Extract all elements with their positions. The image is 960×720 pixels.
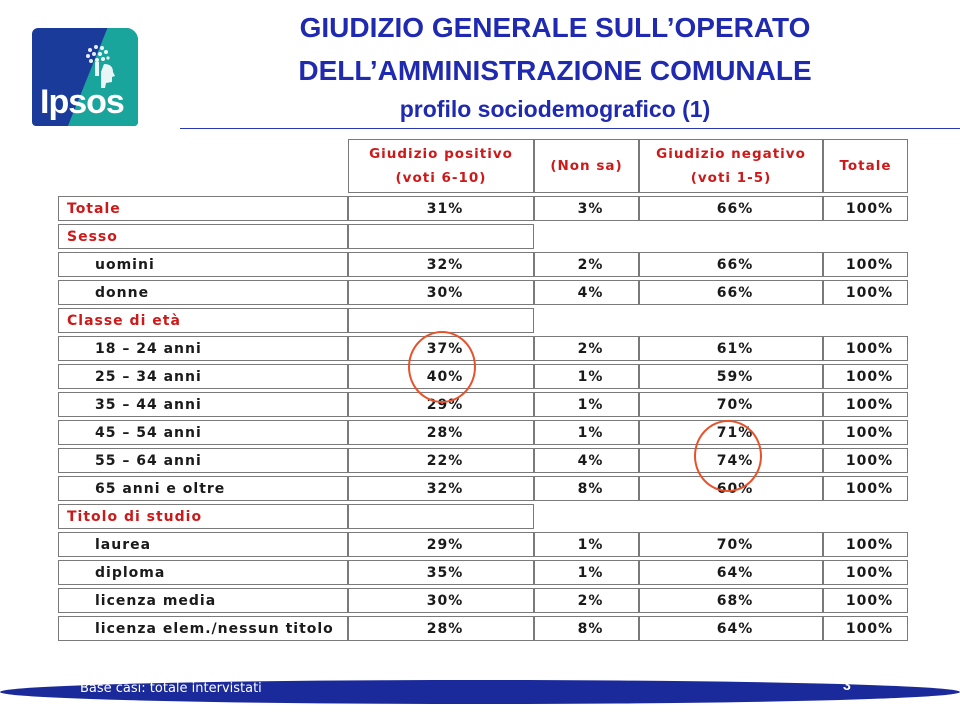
table-row — [58, 364, 908, 389]
value-cell: 64% — [639, 560, 823, 585]
value-cell: 35% — [348, 560, 534, 585]
title-divider — [180, 128, 960, 129]
value-cell: 1% — [534, 392, 639, 417]
column-header-line: (voti 6-10) — [395, 170, 487, 186]
value-cell: 66% — [639, 196, 823, 221]
row-label: 18 – 24 anni — [58, 336, 348, 361]
header-blank-cell — [58, 139, 348, 193]
value-cell: 22% — [348, 448, 534, 473]
value-cell: 100% — [823, 280, 908, 305]
value-cell: 28% — [348, 616, 534, 641]
table-row — [58, 476, 908, 501]
value-cell: 1% — [534, 364, 639, 389]
value-cell: 32% — [348, 252, 534, 277]
row-label: Totale — [58, 196, 348, 221]
column-header-total — [823, 139, 908, 193]
value-cell: 64% — [639, 616, 823, 641]
value-cell: 30% — [348, 280, 534, 305]
column-header-line: (voti 1-5) — [690, 170, 772, 186]
table-row — [58, 448, 908, 473]
section-empty-cell — [348, 504, 534, 529]
row-label: Titolo di studio — [58, 504, 348, 529]
row-label: donne — [58, 280, 348, 305]
row-label: licenza media — [58, 588, 348, 613]
value-cell: 71% — [639, 420, 823, 445]
value-cell: 32% — [348, 476, 534, 501]
column-header-line: Giudizio positivo — [369, 146, 513, 162]
highlight-circle-negative-older — [694, 420, 762, 492]
value-cell: 2% — [534, 336, 639, 361]
value-cell: 100% — [823, 364, 908, 389]
page-title-line2: DELL’AMMINISTRAZIONE COMUNALE — [298, 55, 812, 86]
value-cell: 66% — [639, 252, 823, 277]
row-label: 35 – 44 anni — [58, 392, 348, 417]
value-cell: 1% — [534, 420, 639, 445]
row-label: 55 – 64 anni — [58, 448, 348, 473]
value-cell: 30% — [348, 588, 534, 613]
value-cell: 74% — [639, 448, 823, 473]
column-header-line: Giudizio negativo — [656, 146, 806, 162]
row-label: Classe di età — [58, 308, 348, 333]
table-row — [58, 252, 908, 277]
row-label: diploma — [58, 560, 348, 585]
value-cell: 100% — [823, 588, 908, 613]
table-row — [58, 532, 908, 557]
section-spacer — [534, 504, 908, 529]
head-tree-icon — [80, 42, 120, 88]
table-row — [58, 336, 908, 361]
ipsos-logo — [32, 28, 138, 126]
column-header-line: (Non sa) — [550, 158, 623, 174]
row-label: uomini — [58, 252, 348, 277]
table-header-row — [58, 139, 908, 193]
value-cell: 59% — [639, 364, 823, 389]
table-row — [58, 560, 908, 585]
table-row — [58, 196, 908, 221]
row-label: 65 anni e oltre — [58, 476, 348, 501]
value-cell: 100% — [823, 392, 908, 417]
value-cell: 37% — [348, 336, 534, 361]
value-cell: 2% — [534, 588, 639, 613]
footer-base-text: Base casi: totale intervistati — [80, 681, 262, 696]
value-cell: 100% — [823, 196, 908, 221]
section-spacer — [534, 308, 908, 333]
value-cell: 8% — [534, 616, 639, 641]
section-header-row — [58, 308, 908, 333]
section-header-row — [58, 224, 908, 249]
section-empty-cell — [348, 224, 534, 249]
value-cell: 70% — [639, 532, 823, 557]
column-header-negative — [639, 139, 823, 193]
value-cell: 100% — [823, 532, 908, 557]
row-label: licenza elem./nessun titolo — [58, 616, 348, 641]
value-cell: 29% — [348, 532, 534, 557]
value-cell: 4% — [534, 448, 639, 473]
table-row — [58, 392, 908, 417]
results-table — [58, 136, 908, 644]
table-row — [58, 420, 908, 445]
value-cell: 29% — [348, 392, 534, 417]
value-cell: 60% — [639, 476, 823, 501]
value-cell: 1% — [534, 560, 639, 585]
value-cell: 100% — [823, 336, 908, 361]
section-header-row — [58, 504, 908, 529]
row-label: Sesso — [58, 224, 348, 249]
value-cell: 100% — [823, 560, 908, 585]
section-empty-cell — [348, 308, 534, 333]
value-cell: 3% — [534, 196, 639, 221]
value-cell: 70% — [639, 392, 823, 417]
table-body — [58, 139, 908, 641]
column-header-positive — [348, 139, 534, 193]
highlight-circle-positive-young — [408, 331, 476, 403]
table-row — [58, 280, 908, 305]
value-cell: 100% — [823, 616, 908, 641]
value-cell: 2% — [534, 252, 639, 277]
section-spacer — [534, 224, 908, 249]
value-cell: 31% — [348, 196, 534, 221]
value-cell: 1% — [534, 532, 639, 557]
value-cell: 100% — [823, 420, 908, 445]
row-label: 45 – 54 anni — [58, 420, 348, 445]
column-header-line: Totale — [839, 158, 892, 174]
table-row — [58, 588, 908, 613]
value-cell: 61% — [639, 336, 823, 361]
value-cell: 66% — [639, 280, 823, 305]
value-cell: 68% — [639, 588, 823, 613]
page-number: 3 — [843, 677, 851, 693]
value-cell: 100% — [823, 448, 908, 473]
row-label: laurea — [58, 532, 348, 557]
value-cell: 4% — [534, 280, 639, 305]
row-label: 25 – 34 anni — [58, 364, 348, 389]
value-cell: 8% — [534, 476, 639, 501]
table-row — [58, 616, 908, 641]
logo-wordmark: Ipsos — [40, 83, 124, 121]
page-title-line1: GIUDIZIO GENERALE SULL’OPERATO — [299, 12, 811, 43]
column-header-non-sa — [534, 139, 639, 193]
value-cell: 40% — [348, 364, 534, 389]
page-subtitle: profilo sociodemografico (1) — [399, 96, 711, 122]
value-cell: 100% — [823, 476, 908, 501]
value-cell: 100% — [823, 252, 908, 277]
value-cell: 28% — [348, 420, 534, 445]
